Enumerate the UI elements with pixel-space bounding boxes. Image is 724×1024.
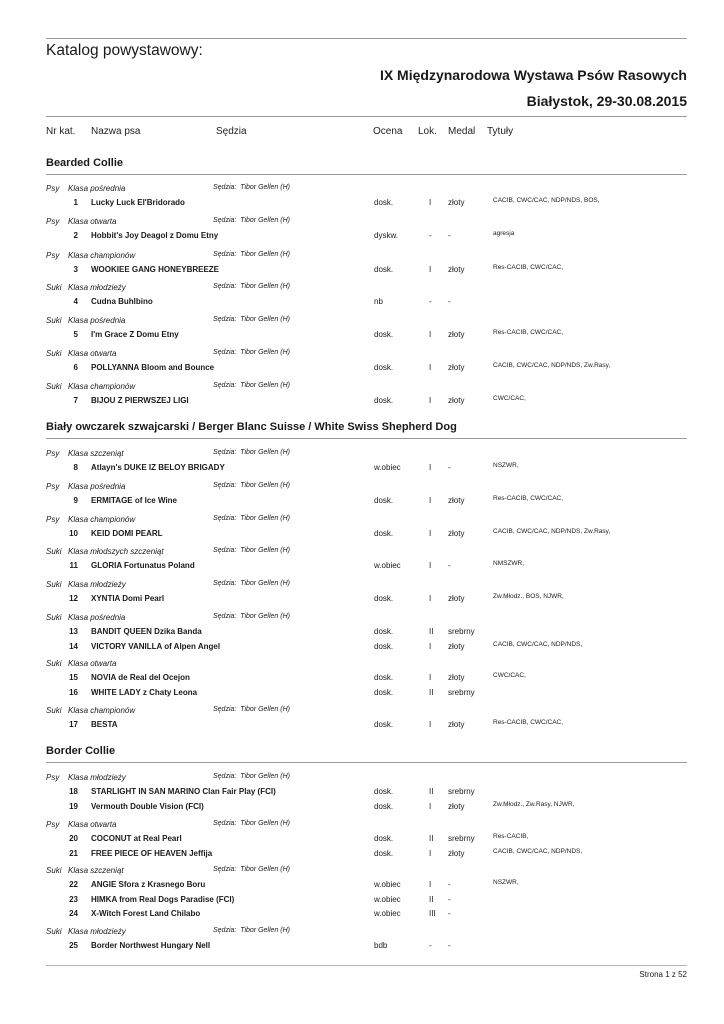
placement: I — [429, 396, 432, 405]
entry-row — [0, 330, 724, 343]
grade: dosk. — [374, 641, 394, 651]
class-group-header — [0, 316, 724, 329]
dog-name: BESTA — [91, 720, 118, 729]
titles: CWC/CAC, — [493, 395, 526, 402]
judge-name: Tibor Gellen (H) — [240, 482, 290, 489]
footer-rule — [46, 965, 687, 966]
judge-name: Tibor Gellen (H) — [240, 217, 290, 224]
class-label: Klasa championów — [68, 706, 136, 715]
judge-name: Tibor Gellen (H) — [240, 515, 290, 522]
class-group-header — [0, 349, 724, 362]
grade: w.obiec — [374, 894, 401, 904]
dog-name: FREE PIECE OF HEAVEN Jeffija — [91, 848, 213, 858]
medal: - — [448, 561, 451, 570]
judge-info — [213, 283, 290, 290]
titles: CACIB, CWC/CAC, NDP/NDS, BOS, — [493, 197, 600, 204]
class-group-header — [0, 613, 724, 626]
sex-label: Psy — [46, 251, 60, 260]
judge-label: Sędzia: — [213, 251, 237, 258]
dog-name: Lucky Luck El'Bridorado — [91, 198, 185, 207]
judge-info — [213, 580, 290, 587]
judge-info — [213, 820, 290, 827]
grade: bdb — [374, 941, 388, 950]
col-header-lok: Lok. — [418, 126, 437, 137]
catalog-number: 2 — [73, 231, 78, 240]
placement: I — [429, 561, 432, 570]
dog-name: Hobbit's Joy Deagol z Domu Etny — [91, 231, 219, 240]
grade: dosk. — [374, 265, 394, 274]
class-label: Klasa pośrednia — [68, 184, 126, 193]
judge-name: Tibor Gellen (H) — [240, 820, 290, 827]
grade: dosk. — [374, 834, 394, 843]
titles: CACIB, CWC/CAC, NDP/NDS, — [493, 847, 583, 855]
judge-name: Tibor Gellen (H) — [240, 773, 290, 780]
titles: NSZWR, — [493, 462, 519, 469]
class-label: Klasa młodszych szczeniąt — [68, 547, 164, 556]
placement: - — [429, 231, 432, 240]
sex-label: Psy — [46, 773, 60, 782]
sex-label: Suki — [46, 613, 62, 622]
dog-name: Vermouth Double Vision (FCI) — [91, 801, 204, 811]
catalog-number: 14 — [69, 641, 78, 651]
catalog-number: 3 — [73, 265, 78, 274]
dog-name: KEID DOMI PEARL — [91, 529, 163, 538]
placement: I — [429, 363, 432, 372]
dog-name: STARLIGHT IN SAN MARINO Clan Fair Play (FCI) — [91, 787, 276, 796]
entry-row — [0, 496, 724, 509]
judge-info — [213, 613, 290, 620]
judge-name: Tibor Gellen (H) — [240, 613, 290, 620]
titles: Res-CACIB, CWC/CAC, — [493, 329, 564, 336]
medal: złoty — [448, 594, 465, 603]
dog-name: XYNTIA Domi Pearl — [91, 594, 165, 603]
judge-label: Sędzia: — [213, 349, 237, 356]
catalog-number: 19 — [69, 801, 78, 811]
placement: I — [429, 330, 432, 339]
entry-row — [0, 802, 724, 815]
dog-name: WHITE LADY z Chaty Leona — [91, 687, 198, 697]
header-rule — [46, 116, 687, 117]
sex-label: Psy — [46, 515, 60, 524]
catalog-number: 12 — [69, 594, 78, 603]
entry-row — [0, 198, 724, 211]
medal: złoty — [448, 673, 465, 682]
class-label: Klasa pośrednia — [68, 316, 126, 325]
entry-row — [0, 363, 724, 376]
catalog-number: 7 — [73, 396, 78, 405]
medal: złoty — [448, 396, 465, 405]
entry-row — [0, 895, 724, 908]
catalog-number: 22 — [69, 880, 78, 889]
event-title: IX Międzynarodowa Wystawa Psów Rasowych — [379, 67, 687, 83]
titles: Zw.Młodz., BOS, NJWR, — [493, 593, 564, 600]
class-label: Klasa otwarta — [68, 659, 117, 668]
entry-row — [0, 231, 724, 244]
placement: I — [429, 594, 432, 603]
class-group-header — [0, 449, 724, 462]
class-group-header — [0, 515, 724, 528]
class-label: Klasa młodzieży — [68, 283, 126, 292]
dog-name: BIJOU Z PIERWSZEJ LIGI — [91, 396, 189, 405]
entry-row — [0, 396, 724, 409]
placement: III — [429, 909, 436, 918]
grade: dosk. — [374, 848, 394, 858]
judge-name: Tibor Gellen (H) — [240, 449, 290, 456]
class-group-header — [0, 820, 724, 833]
section-rule — [46, 174, 687, 175]
grade: nb — [374, 297, 383, 306]
section-title: Biały owczarek szwajcarski / Berger Blanc Suisse / White Swiss Shepherd Dog — [46, 421, 457, 433]
placement: II — [429, 687, 434, 697]
entry-row — [0, 688, 724, 701]
class-group-header — [0, 659, 724, 672]
entry-row — [0, 561, 724, 574]
catalog-number: 1 — [73, 198, 78, 207]
entry-row — [0, 720, 724, 733]
class-group-header — [0, 580, 724, 593]
judge-info — [213, 251, 290, 258]
judge-label: Sędzia: — [213, 184, 237, 191]
judge-info — [213, 706, 290, 713]
titles: Res-CACIB, CWC/CAC, — [493, 264, 564, 271]
judge-name: Tibor Gellen (H) — [240, 316, 290, 323]
catalog-number: 6 — [73, 363, 78, 372]
entry-row — [0, 463, 724, 476]
medal: srebrny — [448, 787, 475, 796]
catalog-number: 24 — [69, 909, 78, 918]
catalog-number: 10 — [69, 529, 78, 538]
dog-name: GLORIA Fortunatus Poland — [91, 561, 195, 570]
sex-label: Psy — [46, 449, 60, 458]
grade: w.obiec — [374, 463, 401, 472]
sex-label: Suki — [46, 382, 62, 391]
placement: I — [429, 496, 432, 505]
judge-label: Sędzia: — [213, 773, 237, 780]
medal: złoty — [448, 801, 465, 811]
entry-row — [0, 787, 724, 800]
grade: dosk. — [374, 687, 394, 697]
class-label: Klasa pośrednia — [68, 482, 126, 491]
judge-name: Tibor Gellen (H) — [240, 866, 290, 873]
titles: agresja — [493, 230, 515, 237]
placement: I — [429, 801, 432, 811]
sex-label: Psy — [46, 482, 60, 491]
judge-label: Sędzia: — [213, 217, 237, 224]
grade: dosk. — [374, 529, 394, 538]
medal: - — [448, 463, 451, 472]
col-header-tytuly: Tytuły — [487, 126, 514, 137]
titles: NSZWR, — [493, 879, 519, 886]
entry-row — [0, 529, 724, 542]
titles: Res-CACIB, — [493, 833, 529, 840]
sex-label: Suki — [46, 316, 62, 325]
class-label: Klasa młodzieży — [68, 927, 126, 936]
grade: dosk. — [374, 787, 394, 796]
sex-label: Suki — [46, 659, 62, 668]
medal: złoty — [448, 720, 465, 729]
judge-info — [213, 547, 290, 554]
dog-name: Border Northwest Hungary Nell — [91, 941, 211, 950]
class-group-header — [0, 217, 724, 230]
medal: złoty — [448, 265, 465, 274]
medal: złoty — [448, 496, 465, 505]
placement: I — [429, 720, 432, 729]
medal: złoty — [448, 848, 465, 858]
placement: I — [429, 673, 432, 682]
placement: II — [429, 894, 434, 904]
judge-name: Tibor Gellen (H) — [240, 349, 290, 356]
sex-label: Psy — [46, 217, 60, 226]
titles: Zw.Młodz., Zw.Rasy, NJWR, — [493, 800, 575, 808]
judge-label: Sędzia: — [213, 482, 237, 489]
top-rule — [46, 38, 687, 39]
grade: w.obiec — [374, 561, 401, 570]
dog-name: ANGIE Sfora z Krasnego Boru — [91, 880, 206, 889]
placement: I — [429, 198, 432, 207]
class-group-header — [0, 547, 724, 560]
judge-label: Sędzia: — [213, 515, 237, 522]
class-group-header — [0, 927, 724, 940]
event-location-date: Białystok, 29-30.08.2015 — [526, 93, 687, 109]
catalog-number: 21 — [69, 848, 78, 858]
entry-row — [0, 941, 724, 954]
dog-name: COCONUT at Real Pearl — [91, 834, 182, 843]
judge-label: Sędzia: — [213, 283, 237, 290]
class-label: Klasa szczeniąt — [68, 866, 124, 875]
sex-label: Suki — [46, 580, 62, 589]
entry-row — [0, 627, 724, 640]
titles: CWC/CAC, — [493, 672, 526, 679]
section-rule — [46, 762, 687, 763]
dog-name: I'm Grace Z Domu Etny — [91, 330, 179, 339]
dog-name: Cudna Buhlbino — [91, 297, 153, 306]
section-rule — [46, 438, 687, 439]
catalog-number: 23 — [69, 894, 78, 904]
entry-row — [0, 834, 724, 847]
medal: srebrny — [448, 687, 475, 697]
sex-label: Suki — [46, 866, 62, 875]
catalog-number: 17 — [69, 720, 78, 729]
placement: - — [429, 941, 432, 950]
titles: Res-CACIB, CWC/CAC, — [493, 719, 564, 726]
grade: dosk. — [374, 627, 394, 636]
class-label: Klasa championów — [68, 251, 136, 260]
grade: dosk. — [374, 363, 394, 372]
catalog-number: 25 — [69, 941, 78, 950]
grade: dosk. — [374, 720, 394, 729]
sex-label: Psy — [46, 184, 60, 193]
medal: złoty — [448, 363, 465, 372]
medal: - — [448, 941, 451, 950]
class-label: Klasa młodzieży — [68, 773, 126, 782]
catalog-number: 9 — [73, 496, 78, 505]
catalog-number: 18 — [69, 787, 78, 796]
class-label: Klasa pośrednia — [68, 613, 126, 622]
judge-label: Sędzia: — [213, 820, 237, 827]
col-header-nr: Nr kat. — [46, 126, 76, 137]
judge-info — [213, 316, 290, 323]
class-label: Klasa otwarta — [68, 217, 117, 226]
titles: NMSZWR, — [493, 560, 525, 567]
medal: - — [448, 231, 451, 240]
judge-label: Sędzia: — [213, 316, 237, 323]
placement: I — [429, 265, 432, 274]
col-header-medal: Medal — [448, 126, 476, 137]
placement: II — [429, 834, 434, 843]
catalog-number: 8 — [73, 463, 78, 472]
grade: dyskw. — [374, 231, 399, 240]
judge-info — [213, 449, 290, 456]
grade: dosk. — [374, 801, 394, 811]
dog-name: BANDIT QUEEN Dzika Banda — [91, 627, 202, 636]
judge-name: Tibor Gellen (H) — [240, 251, 290, 258]
class-group-header — [0, 184, 724, 197]
class-label: Klasa otwarta — [68, 820, 117, 829]
medal: złoty — [448, 641, 465, 651]
judge-label: Sędzia: — [213, 866, 237, 873]
judge-info — [213, 482, 290, 489]
placement: II — [429, 787, 434, 796]
document-heading: Katalog powystawowy: — [46, 42, 203, 59]
medal: złoty — [448, 198, 465, 207]
judge-name: Tibor Gellen (H) — [240, 547, 290, 554]
class-group-header — [0, 482, 724, 495]
sex-label: Suki — [46, 547, 62, 556]
placement: I — [429, 880, 432, 889]
class-label: Klasa młodzieży — [68, 580, 126, 589]
class-group-header — [0, 283, 724, 296]
class-label: Klasa championów — [68, 382, 136, 391]
col-header-name: Nazwa psa — [91, 126, 141, 137]
grade: dosk. — [374, 198, 394, 207]
dog-name: VICTORY VANILLA of Alpen Angel — [91, 641, 221, 651]
titles: CACIB, CWC/CAC, NDP/NDS, — [493, 640, 583, 648]
placement: I — [429, 463, 432, 472]
catalog-number: 5 — [73, 330, 78, 339]
judge-info — [213, 515, 290, 522]
class-group-header — [0, 706, 724, 719]
judge-label: Sędzia: — [213, 706, 237, 713]
grade: dosk. — [374, 330, 394, 339]
judge-info — [213, 184, 290, 191]
entry-row — [0, 880, 724, 893]
entry-row — [0, 849, 724, 862]
catalog-number: 16 — [69, 687, 78, 697]
dog-name: Atlayn's DUKE IZ BELOY BRIGADY — [91, 463, 225, 472]
class-label: Klasa otwarta — [68, 349, 117, 358]
class-group-header — [0, 866, 724, 879]
page-number: Strona 1 z 52 — [639, 970, 687, 979]
grade: dosk. — [374, 673, 394, 682]
catalog-number: 20 — [69, 834, 78, 843]
dog-name: POLLYANNA Bloom and Bounce — [91, 363, 215, 372]
entry-row — [0, 297, 724, 310]
judge-label: Sędzia: — [213, 449, 237, 456]
sex-label: Suki — [46, 283, 62, 292]
titles: CACIB, CWC/CAC, NDP/NDS, Zw.Rasy, — [493, 362, 611, 369]
judge-label: Sędzia: — [213, 580, 237, 587]
judge-info — [213, 866, 290, 873]
judge-label: Sędzia: — [213, 382, 237, 389]
medal: - — [448, 909, 451, 918]
judge-info — [213, 927, 290, 934]
medal: - — [448, 894, 451, 904]
section-title: Bearded Collie — [46, 157, 124, 169]
entry-row — [0, 909, 724, 922]
catalog-number: 4 — [73, 297, 78, 306]
dog-name: ERMITAGE of Ice Wine — [91, 496, 178, 505]
grade: dosk. — [374, 396, 394, 405]
col-header-judge: Sędzia — [216, 126, 247, 137]
medal: srebrny — [448, 627, 475, 636]
medal: srebrny — [448, 834, 475, 843]
class-group-header — [0, 382, 724, 395]
placement: I — [429, 848, 432, 858]
judge-info — [213, 217, 290, 224]
sex-label: Suki — [46, 927, 62, 936]
placement: II — [429, 627, 434, 636]
judge-label: Sędzia: — [213, 613, 237, 620]
grade: dosk. — [374, 594, 394, 603]
placement: I — [429, 641, 432, 651]
class-label: Klasa championów — [68, 515, 136, 524]
judge-info — [213, 773, 290, 780]
catalog-number: 15 — [69, 673, 78, 682]
judge-name: Tibor Gellen (H) — [240, 706, 290, 713]
grade: w.obiec — [374, 909, 401, 918]
catalog-number: 13 — [69, 627, 78, 636]
grade: dosk. — [374, 496, 394, 505]
judge-label: Sędzia: — [213, 927, 237, 934]
medal: - — [448, 880, 451, 889]
entry-row — [0, 594, 724, 607]
judge-info — [213, 349, 290, 356]
medal: złoty — [448, 529, 465, 538]
dog-name: WOOKIEE GANG HONEYBREEZE — [91, 265, 220, 274]
judge-name: Tibor Gellen (H) — [240, 382, 290, 389]
catalog-number: 11 — [69, 561, 78, 570]
grade: w.obiec — [374, 880, 401, 889]
medal: złoty — [448, 330, 465, 339]
class-group-header — [0, 773, 724, 786]
judge-name: Tibor Gellen (H) — [240, 283, 290, 290]
medal: - — [448, 297, 451, 306]
dog-name: X-Witch Forest Land Chilabo — [91, 909, 201, 918]
entry-row — [0, 642, 724, 655]
titles: CACIB, CWC/CAC, NDP/NDS, Zw.Rasy, — [493, 528, 611, 535]
placement: - — [429, 297, 432, 306]
dog-name: HIMKA from Real Dogs Paradise (FCI) — [91, 894, 235, 904]
col-header-ocena: Ocena — [373, 126, 403, 137]
placement: I — [429, 529, 432, 538]
judge-name: Tibor Gellen (H) — [240, 580, 290, 587]
sex-label: Suki — [46, 349, 62, 358]
titles: Res-CACIB, CWC/CAC, — [493, 495, 564, 502]
sex-label: Suki — [46, 706, 62, 715]
entry-row — [0, 673, 724, 686]
dog-name: NOVIA de Real del Ocejon — [91, 673, 190, 682]
judge-name: Tibor Gellen (H) — [240, 927, 290, 934]
class-label: Klasa szczeniąt — [68, 449, 124, 458]
class-group-header — [0, 251, 724, 264]
judge-info — [213, 382, 290, 389]
section-title: Border Collie — [46, 745, 116, 757]
judge-label: Sędzia: — [213, 547, 237, 554]
sex-label: Psy — [46, 820, 60, 829]
judge-name: Tibor Gellen (H) — [240, 184, 290, 191]
entry-row — [0, 265, 724, 278]
